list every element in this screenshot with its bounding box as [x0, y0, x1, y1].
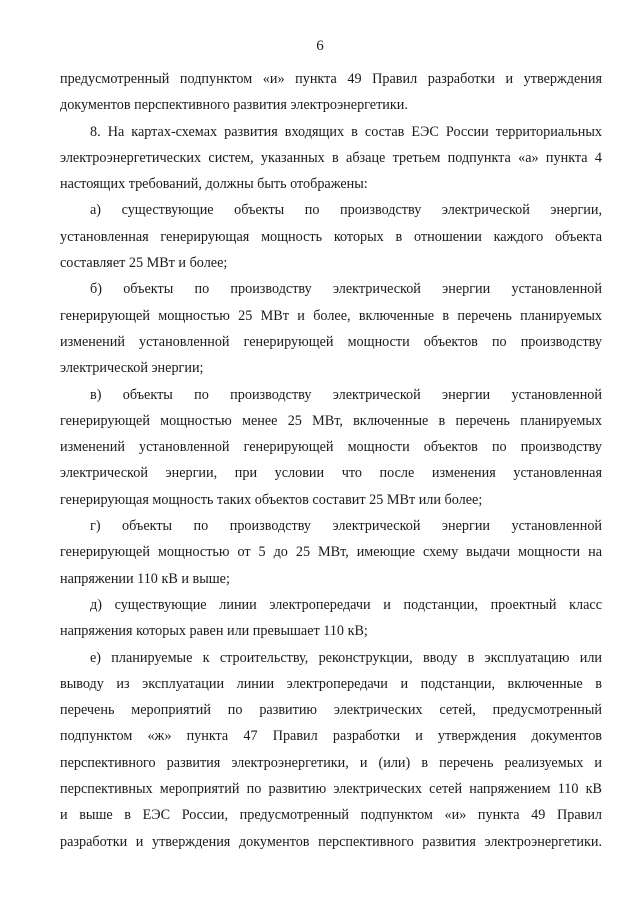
- text-line: документов перспективного развития электроэнергетики.: [60, 97, 408, 114]
- text-line: электрической энергии, при условии что после изменения установленная: [60, 465, 602, 482]
- text-line: генерирующей мощностью от 5 до 25 МВт, имеющие схему выдачи мощности на: [60, 544, 602, 561]
- text-line: д) существующие линии электропередачи и подстанции, проектный класс: [90, 596, 602, 613]
- text-line: напряжении 110 кВ и выше;: [60, 570, 230, 587]
- text-line: изменений установленной генерирующей мощности объектов по производству: [60, 333, 602, 350]
- text-line: напряжения которых равен или превышает 110 кВ;: [60, 623, 368, 640]
- paragraph-subitem-b: [60, 276, 602, 381]
- paragraph-subitem-d: [60, 592, 602, 645]
- paragraph-subitem-a: [60, 197, 602, 276]
- text-line: и выше в ЕЭС России, предусмотренный подпунктом «и» пункта 49 Правил: [60, 807, 602, 824]
- paragraph-subitem-v: [60, 382, 602, 513]
- text-line: разработки и утверждения документов перспективного развития электроэнергетики.: [60, 833, 602, 850]
- paragraph-item-8: [60, 119, 602, 198]
- text-line: перспективного развития электроэнергетики, и (или) в перечень реализуемых и: [60, 754, 602, 771]
- document-body: [60, 66, 602, 855]
- text-line: а) существующие объекты по производству электрической энергии,: [90, 202, 602, 219]
- text-line: е) планируемые к строительству, реконструкции, вводу в эксплуатацию или: [90, 649, 602, 666]
- text-line: б) объекты по производству электрической энергии установленной: [90, 281, 602, 298]
- text-line: установленная генерирующая мощность которых в отношении каждого объекта: [60, 228, 602, 245]
- text-line: настоящих требований, должны быть отображены:: [60, 176, 368, 193]
- text-line: перспективных мероприятий по развитию электрических сетей напряжением 110 кВ: [60, 781, 602, 798]
- paragraph-subitem-g: [60, 513, 602, 592]
- text-line: г) объекты по производству электрической энергии установленной: [90, 518, 602, 535]
- paragraph-subitem-e: [60, 645, 602, 855]
- text-line: выводу из эксплуатации линии электропередачи и подстанции, включенные в: [60, 675, 602, 692]
- text-line: предусмотренный подпунктом «и» пункта 49 Правил разработки и утверждения: [60, 71, 602, 87]
- text-line: изменений установленной генерирующей мощности объектов по производству: [60, 439, 602, 456]
- text-line: электроэнергетических систем, указанных в абзаце третьем подпункта «а» пункта 4: [60, 149, 602, 166]
- text-line: составляет 25 МВт и более;: [60, 255, 228, 272]
- text-line: электрической энергии;: [60, 360, 204, 377]
- text-line: 8. На картах-схемах развития входящих в состав ЕЭС России территориальных: [90, 123, 602, 140]
- page-number: 6: [316, 38, 324, 54]
- text-line: генерирующей мощностью менее 25 МВт, включенные в перечень планируемых: [60, 412, 602, 429]
- paragraph-continuation: [60, 66, 602, 119]
- text-line: генерирующей мощностью 25 МВт и более, включенные в перечень планируемых: [60, 307, 602, 324]
- text-line: генерирующая мощность таких объектов составит 25 МВт или более;: [60, 491, 483, 508]
- text-line: подпунктом «ж» пункта 47 Правил разработки и утверждения документов: [60, 728, 602, 745]
- text-line: в) объекты по производству электрической энергии установленной: [90, 386, 602, 403]
- text-line: перечень мероприятий по развитию электрических сетей, предусмотренный: [60, 702, 602, 719]
